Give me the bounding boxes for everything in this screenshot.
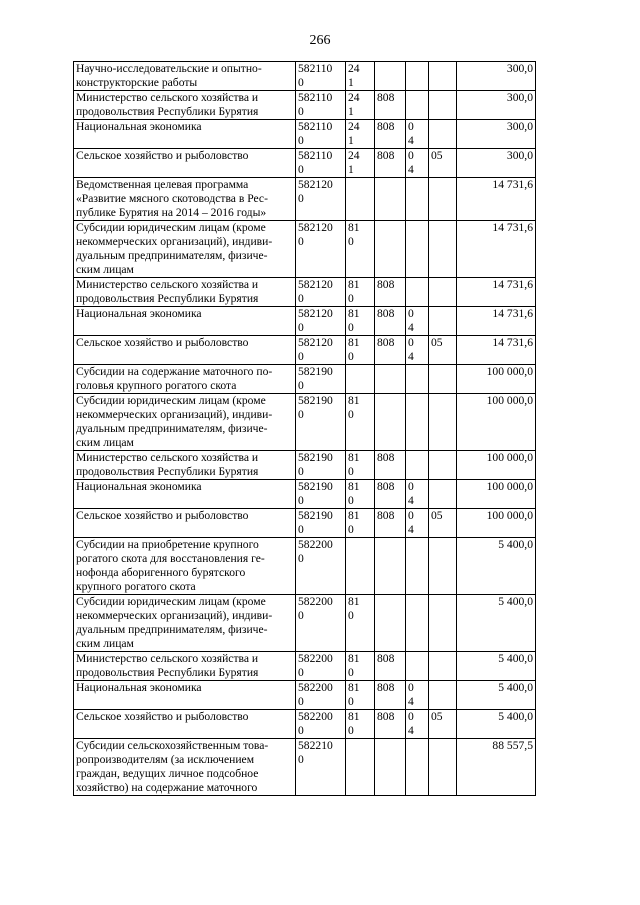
amount-cell: 300,0 bbox=[457, 91, 536, 120]
ministry-code-cell: 808 bbox=[375, 681, 406, 710]
section-cell bbox=[406, 451, 429, 480]
expense-type-cell bbox=[346, 538, 375, 595]
table-row bbox=[74, 62, 536, 91]
row-name-cell: Ведомственная целевая программа «Развитие мясного скотоводства в Рес- публике Бурятия на 2014 – 2016 годы» bbox=[74, 178, 296, 221]
ministry-code-cell bbox=[375, 739, 406, 796]
section-cell bbox=[406, 394, 429, 451]
page-number: 266 bbox=[309, 33, 331, 48]
row-name-cell: Субсидии на содержание маточного по- головья крупного рогатого скота bbox=[74, 365, 296, 394]
target-code-cell: 582190 0 bbox=[296, 394, 346, 451]
amount-cell: 5 400,0 bbox=[457, 710, 536, 739]
ministry-code-cell bbox=[375, 178, 406, 221]
amount-cell: 14 731,6 bbox=[457, 221, 536, 278]
section-cell: 0 4 bbox=[406, 509, 429, 538]
subsection-cell bbox=[429, 91, 457, 120]
amount-cell: 100 000,0 bbox=[457, 480, 536, 509]
ministry-code-cell: 808 bbox=[375, 278, 406, 307]
section-cell: 0 4 bbox=[406, 307, 429, 336]
table-row bbox=[74, 451, 536, 480]
subsection-cell bbox=[429, 595, 457, 652]
table-row bbox=[74, 509, 536, 538]
subsection-cell bbox=[429, 451, 457, 480]
subsection-cell: 05 bbox=[429, 509, 457, 538]
ministry-code-cell bbox=[375, 221, 406, 278]
expense-type-cell: 81 0 bbox=[346, 394, 375, 451]
expense-type-cell: 24 1 bbox=[346, 91, 375, 120]
table-row bbox=[74, 149, 536, 178]
subsection-cell bbox=[429, 538, 457, 595]
expense-type-cell: 81 0 bbox=[346, 336, 375, 365]
row-name-cell: Субсидии на приобретение крупного рогатого скота для восстановления ге- нофонда аборигенного бурятского крупного рогатого скота bbox=[74, 538, 296, 595]
target-code-cell: 582120 0 bbox=[296, 278, 346, 307]
expense-type-cell: 24 1 bbox=[346, 149, 375, 178]
ministry-code-cell: 808 bbox=[375, 710, 406, 739]
target-code-cell: 582190 0 bbox=[296, 480, 346, 509]
amount-cell: 5 400,0 bbox=[457, 681, 536, 710]
row-name-cell: Субсидии юридическим лицам (кроме некоммерческих организаций), индиви- дуальным предпринимателям, физиче- ским лицам bbox=[74, 394, 296, 451]
ministry-code-cell: 808 bbox=[375, 509, 406, 538]
ministry-code-cell: 808 bbox=[375, 91, 406, 120]
table-row bbox=[74, 336, 536, 365]
subsection-cell: 05 bbox=[429, 149, 457, 178]
subsection-cell bbox=[429, 278, 457, 307]
ministry-code-cell bbox=[375, 595, 406, 652]
row-name-cell: Сельское хозяйство и рыболовство bbox=[74, 336, 296, 365]
table-row bbox=[74, 652, 536, 681]
subsection-cell bbox=[429, 480, 457, 509]
table-row bbox=[74, 739, 536, 796]
section-cell bbox=[406, 62, 429, 91]
section-cell: 0 4 bbox=[406, 336, 429, 365]
subsection-cell bbox=[429, 365, 457, 394]
table-row bbox=[74, 365, 536, 394]
budget-table bbox=[73, 61, 536, 796]
section-cell: 0 4 bbox=[406, 710, 429, 739]
section-cell bbox=[406, 595, 429, 652]
row-name-cell: Национальная экономика bbox=[74, 120, 296, 149]
target-code-cell: 582200 0 bbox=[296, 681, 346, 710]
subsection-cell bbox=[429, 394, 457, 451]
expense-type-cell: 81 0 bbox=[346, 480, 375, 509]
row-name-cell: Субсидии юридическим лицам (кроме некоммерческих организаций), индиви- дуальным предпринимателям, физиче- ским лицам bbox=[74, 595, 296, 652]
row-name-cell: Национальная экономика bbox=[74, 480, 296, 509]
table-row bbox=[74, 91, 536, 120]
row-name-cell: Научно-исследовательские и опытно- конструкторские работы bbox=[74, 62, 296, 91]
target-code-cell: 582110 0 bbox=[296, 120, 346, 149]
table-row bbox=[74, 394, 536, 451]
expense-type-cell: 81 0 bbox=[346, 278, 375, 307]
section-cell bbox=[406, 365, 429, 394]
table-row bbox=[74, 595, 536, 652]
table-row bbox=[74, 307, 536, 336]
ministry-code-cell bbox=[375, 62, 406, 91]
amount-cell: 300,0 bbox=[457, 62, 536, 91]
amount-cell: 5 400,0 bbox=[457, 595, 536, 652]
amount-cell: 100 000,0 bbox=[457, 394, 536, 451]
row-name-cell: Министерство сельского хозяйства и продовольствия Республики Бурятия bbox=[74, 652, 296, 681]
table-row bbox=[74, 221, 536, 278]
ministry-code-cell bbox=[375, 538, 406, 595]
row-name-cell: Субсидии юридическим лицам (кроме некоммерческих организаций), индиви- дуальным предпринимателям, физиче- ским лицам bbox=[74, 221, 296, 278]
expense-type-cell: 81 0 bbox=[346, 221, 375, 278]
section-cell: 0 4 bbox=[406, 681, 429, 710]
expense-type-cell: 24 1 bbox=[346, 62, 375, 91]
target-code-cell: 582190 0 bbox=[296, 365, 346, 394]
target-code-cell: 582190 0 bbox=[296, 451, 346, 480]
expense-type-cell: 81 0 bbox=[346, 681, 375, 710]
section-cell: 0 4 bbox=[406, 149, 429, 178]
section-cell bbox=[406, 739, 429, 796]
target-code-cell: 582200 0 bbox=[296, 652, 346, 681]
row-name-cell: Сельское хозяйство и рыболовство bbox=[74, 149, 296, 178]
table-row bbox=[74, 120, 536, 149]
amount-cell: 300,0 bbox=[457, 120, 536, 149]
expense-type-cell bbox=[346, 739, 375, 796]
section-cell bbox=[406, 91, 429, 120]
amount-cell: 300,0 bbox=[457, 149, 536, 178]
subsection-cell bbox=[429, 652, 457, 681]
row-name-cell: Министерство сельского хозяйства и продовольствия Республики Бурятия bbox=[74, 91, 296, 120]
ministry-code-cell: 808 bbox=[375, 652, 406, 681]
expense-type-cell: 81 0 bbox=[346, 595, 375, 652]
target-code-cell: 582120 0 bbox=[296, 221, 346, 278]
subsection-cell bbox=[429, 221, 457, 278]
expense-type-cell: 81 0 bbox=[346, 509, 375, 538]
amount-cell: 5 400,0 bbox=[457, 652, 536, 681]
amount-cell: 100 000,0 bbox=[457, 365, 536, 394]
subsection-cell bbox=[429, 178, 457, 221]
expense-type-cell: 24 1 bbox=[346, 120, 375, 149]
table-row bbox=[74, 710, 536, 739]
expense-type-cell: 81 0 bbox=[346, 307, 375, 336]
target-code-cell: 582110 0 bbox=[296, 149, 346, 178]
section-cell bbox=[406, 178, 429, 221]
row-name-cell: Сельское хозяйство и рыболовство bbox=[74, 710, 296, 739]
row-name-cell: Субсидии сельскохозяйственным това- ропроизводителям (за исключением граждан, ведущих личное подсобное хозяйство) на содержание маточного bbox=[74, 739, 296, 796]
row-name-cell: Сельское хозяйство и рыболовство bbox=[74, 509, 296, 538]
target-code-cell: 582110 0 bbox=[296, 91, 346, 120]
subsection-cell bbox=[429, 307, 457, 336]
amount-cell: 100 000,0 bbox=[457, 509, 536, 538]
amount-cell: 14 731,6 bbox=[457, 278, 536, 307]
row-name-cell: Национальная экономика bbox=[74, 681, 296, 710]
ministry-code-cell: 808 bbox=[375, 149, 406, 178]
ministry-code-cell: 808 bbox=[375, 451, 406, 480]
amount-cell: 88 557,5 bbox=[457, 739, 536, 796]
subsection-cell: 05 bbox=[429, 336, 457, 365]
amount-cell: 14 731,6 bbox=[457, 336, 536, 365]
target-code-cell: 582200 0 bbox=[296, 595, 346, 652]
table-row bbox=[74, 480, 536, 509]
row-name-cell: Национальная экономика bbox=[74, 307, 296, 336]
target-code-cell: 582200 0 bbox=[296, 710, 346, 739]
section-cell bbox=[406, 538, 429, 595]
ministry-code-cell bbox=[375, 365, 406, 394]
target-code-cell: 582190 0 bbox=[296, 509, 346, 538]
row-name-cell: Министерство сельского хозяйства и продовольствия Республики Бурятия bbox=[74, 451, 296, 480]
table-row bbox=[74, 178, 536, 221]
target-code-cell: 582120 0 bbox=[296, 307, 346, 336]
section-cell bbox=[406, 652, 429, 681]
amount-cell: 14 731,6 bbox=[457, 178, 536, 221]
section-cell: 0 4 bbox=[406, 120, 429, 149]
expense-type-cell bbox=[346, 365, 375, 394]
section-cell: 0 4 bbox=[406, 480, 429, 509]
table-row bbox=[74, 278, 536, 307]
table-body bbox=[74, 62, 536, 796]
subsection-cell: 05 bbox=[429, 710, 457, 739]
ministry-code-cell: 808 bbox=[375, 120, 406, 149]
expense-type-cell: 81 0 bbox=[346, 710, 375, 739]
amount-cell: 100 000,0 bbox=[457, 451, 536, 480]
amount-cell: 5 400,0 bbox=[457, 538, 536, 595]
target-code-cell: 582120 0 bbox=[296, 178, 346, 221]
ministry-code-cell: 808 bbox=[375, 480, 406, 509]
expense-type-cell bbox=[346, 178, 375, 221]
subsection-cell bbox=[429, 681, 457, 710]
row-name-cell: Министерство сельского хозяйства и продовольствия Республики Бурятия bbox=[74, 278, 296, 307]
subsection-cell bbox=[429, 62, 457, 91]
target-code-cell: 582120 0 bbox=[296, 336, 346, 365]
subsection-cell bbox=[429, 739, 457, 796]
expense-type-cell: 81 0 bbox=[346, 652, 375, 681]
section-cell bbox=[406, 278, 429, 307]
target-code-cell: 582210 0 bbox=[296, 739, 346, 796]
section-cell bbox=[406, 221, 429, 278]
expense-type-cell: 81 0 bbox=[346, 451, 375, 480]
table-row bbox=[74, 538, 536, 595]
table-row bbox=[74, 681, 536, 710]
ministry-code-cell bbox=[375, 394, 406, 451]
subsection-cell bbox=[429, 120, 457, 149]
target-code-cell: 582110 0 bbox=[296, 62, 346, 91]
ministry-code-cell: 808 bbox=[375, 336, 406, 365]
target-code-cell: 582200 0 bbox=[296, 538, 346, 595]
ministry-code-cell: 808 bbox=[375, 307, 406, 336]
amount-cell: 14 731,6 bbox=[457, 307, 536, 336]
